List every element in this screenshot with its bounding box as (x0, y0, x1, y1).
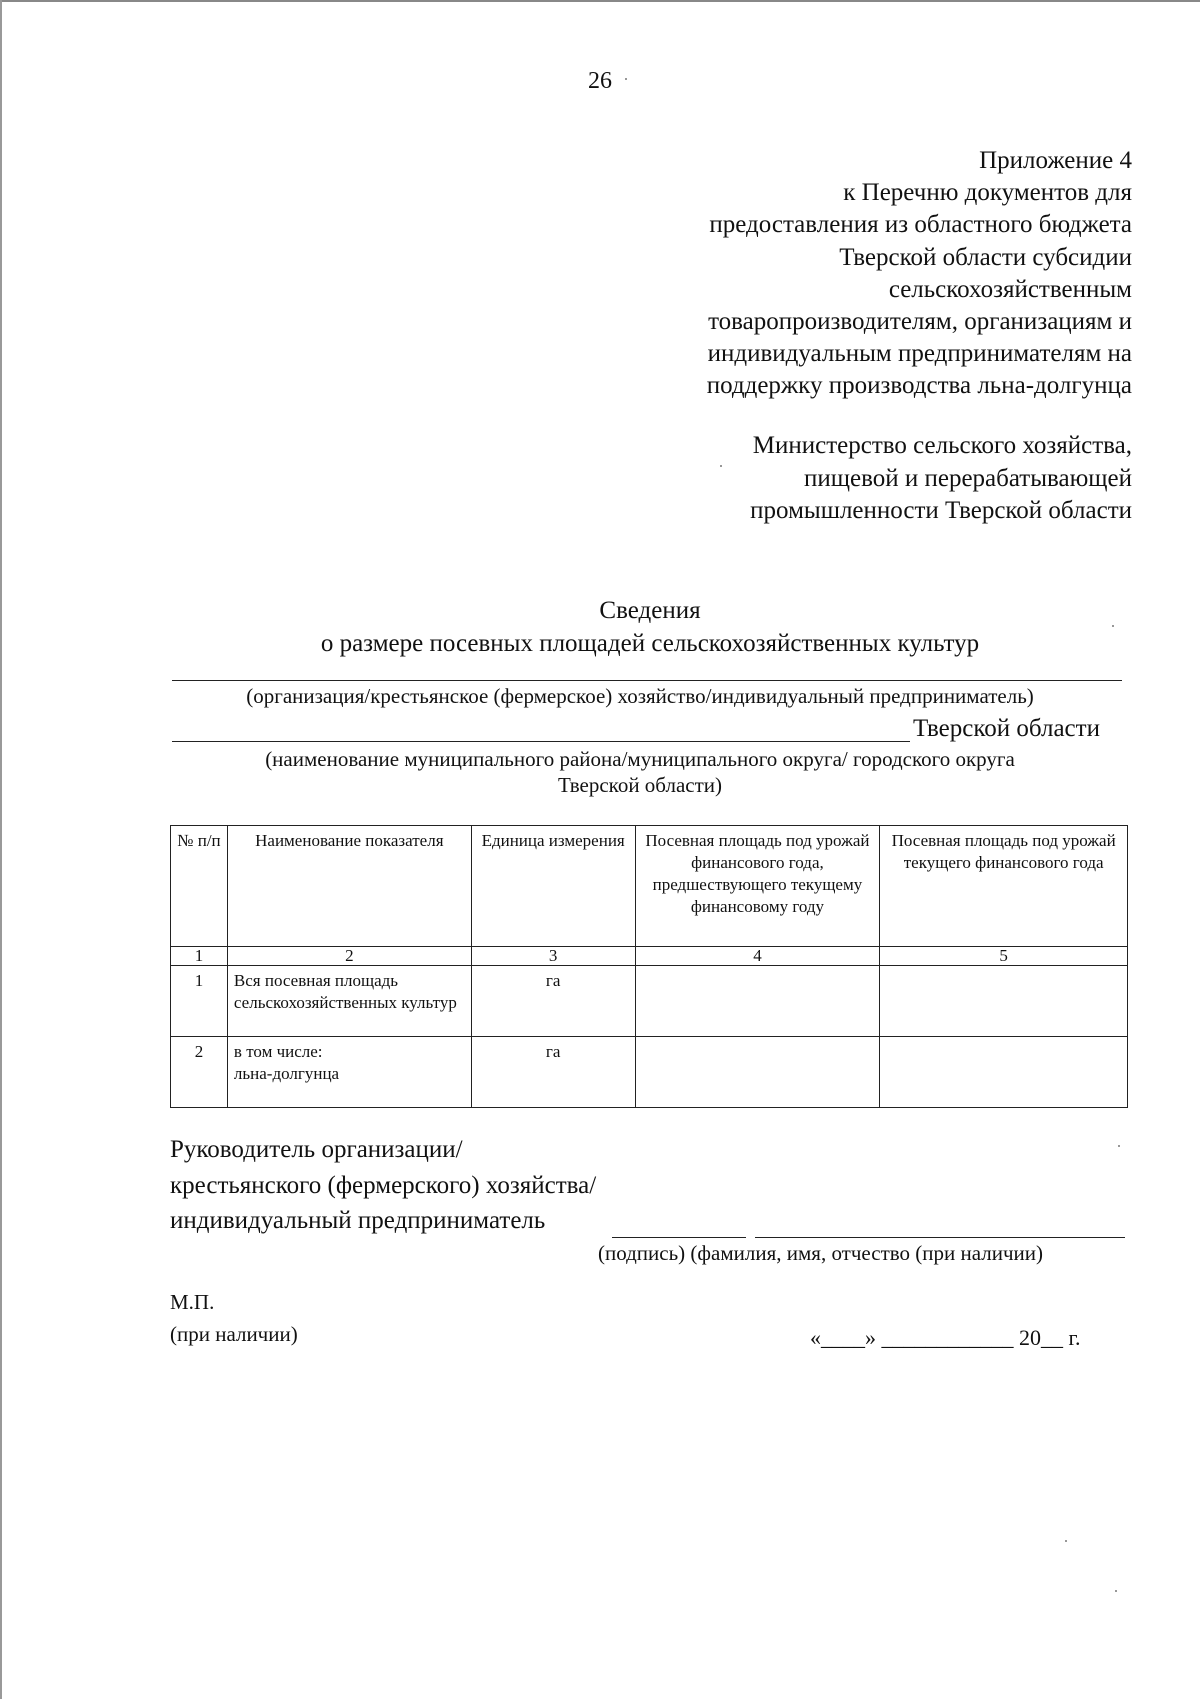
appendix-line: Приложение 4 (979, 147, 1132, 174)
sown-area-table (170, 825, 1128, 1108)
scan-speck (1065, 1540, 1067, 1542)
ministry-addressee (572, 430, 1132, 528)
region-suffix: Тверской области (913, 715, 1100, 742)
row-unit: га (471, 1037, 635, 1108)
header-current-year-area: Посевная площадь под урожай текущего финансового года (880, 826, 1128, 947)
signature-block (170, 1132, 596, 1239)
scan-speck (1112, 625, 1114, 627)
scan-speck (1118, 1145, 1120, 1147)
row-unit: га (471, 966, 635, 1037)
row-indicator-crop: льна-долгунца (233, 1064, 340, 1083)
row-indicator-prefix: в том числе: (233, 1042, 323, 1061)
row-indicator-name (227, 1037, 471, 1108)
header-indicator-name: Наименование показателя (227, 826, 471, 947)
scan-speck (625, 78, 627, 80)
signature-line2: крестьянского (фермерского) хозяйства/ (170, 1171, 597, 1199)
organization-caption: (организация/крестьянское (фермерское) хозяйство/индивидуальный предприниматель) (246, 684, 1034, 708)
column-number: 5 (880, 947, 1128, 966)
row-number: 2 (171, 1037, 228, 1108)
header-previous-year-area: Посевная площадь под урожай финансового года, предшествующего текущему финансовому году (635, 826, 880, 947)
full-name-blank-line[interactable] (755, 1237, 1125, 1238)
organization-blank-line[interactable] (172, 680, 1122, 681)
signature-blank-line[interactable] (612, 1237, 746, 1238)
page-border-left (0, 0, 2, 1699)
appendix-line: индивидуальным предпринимателям на (707, 340, 1132, 368)
row-previous-year-value[interactable] (635, 1037, 880, 1108)
ministry-line: пищевой и перерабатывающей (803, 464, 1132, 492)
page-number: 26 (588, 68, 612, 94)
region-caption-line2: Тверской области) (557, 773, 723, 797)
signature-line3: индивидуальный предприниматель (170, 1207, 546, 1234)
scan-speck (1115, 1590, 1117, 1592)
signature-line1: Руководитель организации/ (170, 1136, 463, 1163)
appendix-heading (572, 145, 1132, 403)
row-previous-year-value[interactable] (635, 966, 880, 1037)
column-number: 4 (635, 947, 880, 966)
document-subtitle: о размере посевных площадей сельскохозяйственных культур (320, 630, 980, 657)
scan-speck (720, 465, 722, 467)
table-row (171, 1037, 1128, 1108)
ministry-line: промышленности Тверской области (750, 497, 1132, 524)
table-row (171, 966, 1128, 1037)
stamp-note: (при наличии) (170, 1322, 298, 1346)
column-number-row (171, 947, 1128, 966)
appendix-line: предоставления из областного бюджета (709, 211, 1132, 239)
region-caption-line1: (наименование муниципального района/муниципального округа/ городского округа (265, 747, 1015, 771)
table-header-row (171, 826, 1128, 947)
ministry-line: Министерство сельского хозяйства, (752, 432, 1132, 459)
row-current-year-value[interactable] (880, 1037, 1128, 1108)
appendix-line: товаропроизводителям, организациям и (708, 308, 1132, 336)
column-number: 1 (171, 947, 228, 966)
row-indicator-name: Вся посевная площадь сельскохозяйственных культур (227, 966, 471, 1037)
appendix-line: поддержку производства льна-долгунца (706, 372, 1132, 400)
row-number: 1 (171, 966, 228, 1037)
stamp-label: М.П. (170, 1290, 215, 1314)
row-current-year-value[interactable] (880, 966, 1128, 1037)
header-unit: Единица измерения (471, 826, 635, 947)
page-border-top (0, 0, 1200, 2)
column-number: 3 (471, 947, 635, 966)
region-blank-line[interactable] (172, 741, 910, 742)
stamp-block (170, 1286, 298, 1350)
date-field[interactable]: «____» ____________ 20__ г. (810, 1325, 1081, 1350)
header-number: № п/п (171, 826, 228, 947)
appendix-line: сельскохозяйственным (888, 275, 1132, 303)
signature-caption: (подпись) (фамилия, имя, отчество (при наличии) (598, 1241, 1043, 1265)
document-title: Сведения (599, 597, 701, 624)
appendix-line: Тверской области субсидии (839, 243, 1132, 271)
column-number: 2 (227, 947, 471, 966)
appendix-line: к Перечню документов для (843, 179, 1132, 207)
